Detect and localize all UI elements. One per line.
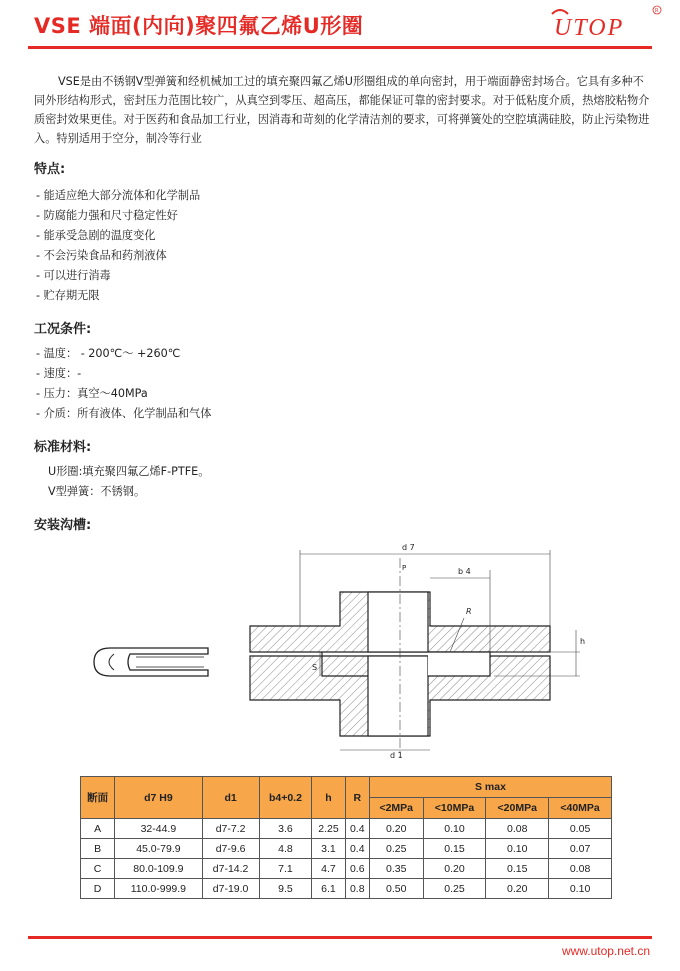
cell: 32-44.9	[115, 819, 202, 839]
col-h: h	[312, 777, 345, 819]
features-heading: 特点:	[34, 162, 66, 177]
s-label: S	[312, 663, 318, 672]
svg-text:R: R	[655, 8, 659, 14]
list-item: - 温度： - 200℃～ +260℃	[36, 347, 181, 360]
cell: 0.10	[549, 879, 612, 899]
cell: 0.20	[486, 879, 549, 899]
header-divider	[28, 46, 652, 49]
cell: 2.25	[312, 819, 345, 839]
cell: 6.1	[312, 879, 345, 899]
conditions-list	[36, 344, 211, 424]
cell: 0.4	[345, 839, 369, 859]
footer-divider	[28, 936, 652, 939]
cell: 0.20	[369, 819, 423, 839]
d1-label: d 1	[390, 751, 403, 760]
list-item: - 能承受急剧的温度变化	[36, 229, 156, 242]
cell: 4.8	[259, 839, 312, 859]
cell: 0.08	[549, 859, 612, 879]
col-smax: S max	[369, 777, 611, 798]
col-p2: <10MPa	[423, 798, 486, 819]
cell: B	[81, 839, 115, 859]
groove-drawing	[90, 540, 610, 770]
cell: A	[81, 819, 115, 839]
cell: 9.5	[259, 879, 312, 899]
r-label: R	[466, 607, 472, 616]
table-row	[81, 859, 612, 879]
col-p4: <40MPa	[549, 798, 612, 819]
list-item: - 介质：所有液体、化学制品和气体	[36, 407, 212, 420]
cell: 3.6	[259, 819, 312, 839]
conditions-heading: 工况条件:	[34, 322, 92, 337]
cell: 4.7	[312, 859, 345, 879]
groove-heading: 安装沟槽:	[34, 518, 92, 533]
cell: D	[81, 879, 115, 899]
features-list	[36, 186, 200, 306]
cell: 0.08	[486, 819, 549, 839]
cell: 0.50	[369, 879, 423, 899]
h-label: h	[580, 637, 586, 646]
list-item: - 速度：-	[36, 367, 82, 380]
page-title: VSE 端面(内向)聚四氟乙烯U形圈	[34, 14, 364, 38]
cell: 0.35	[369, 859, 423, 879]
table-row	[81, 879, 612, 899]
pressure-label: P	[402, 564, 407, 572]
cell: 0.25	[423, 879, 486, 899]
list-item: - 可以进行消毒	[36, 269, 111, 282]
b4-label: b 4	[458, 567, 471, 576]
col-section: 断面	[81, 777, 115, 819]
cell: 0.8	[345, 879, 369, 899]
d7-label: d 7	[402, 543, 415, 552]
col-b4: b4+0.2	[259, 777, 312, 819]
intro-paragraph: VSE是由不锈钢V型弹簧和经机械加工过的填充聚四氟乙烯U形圈组成的单向密封，用于端面静密封场合。它具有多种不同外形结构形式，密封压力范围比较广，从真空到零压、超高压，都能保证可靠的密封要求。对于低粘度介质，热熔胶粘物介质密封效果更佳。对于医药和食品加工行业，因消毒和苛刻的化学清洁剂的要求，可将弹簧处的空腔填满硅胶，防止污染物进入。特别适用于空分，制冷等行业	[34, 75, 650, 145]
materials-heading: 标准材料:	[34, 440, 92, 455]
seal-profile	[94, 648, 208, 676]
list-item: - 压力：真空～40MPa	[36, 387, 148, 400]
table-row	[81, 819, 612, 839]
cell: d7-14.2	[202, 859, 259, 879]
cell: 0.20	[423, 859, 486, 879]
col-p1: <2MPa	[369, 798, 423, 819]
material-v-spring: V型弹簧：不锈钢。	[48, 485, 146, 498]
list-item: - 不会污染食品和药剂液体	[36, 249, 167, 262]
cell: C	[81, 859, 115, 879]
cell: 0.25	[369, 839, 423, 859]
cell: 110.0-999.9	[115, 879, 202, 899]
list-item: - 防腐能力强和尺寸稳定性好	[36, 209, 178, 222]
col-d7: d7 H9	[115, 777, 202, 819]
cell: 0.15	[423, 839, 486, 859]
cell: 80.0-109.9	[115, 859, 202, 879]
cell: 0.15	[486, 859, 549, 879]
cell: 0.6	[345, 859, 369, 879]
list-item: - 能适应绝大部分流体和化学制品	[36, 189, 201, 202]
list-item: - 贮存期无限	[36, 289, 100, 302]
dimension-table	[80, 776, 612, 899]
cell: 3.1	[312, 839, 345, 859]
cell: d7-19.0	[202, 879, 259, 899]
svg-text:UTOP: UTOP	[554, 15, 625, 41]
utop-logo	[546, 4, 664, 44]
col-d1: d1	[202, 777, 259, 819]
material-u-ring: U形圈:填充聚四氟乙烯F-PTFE。	[48, 465, 210, 478]
cell: 45.0-79.9	[115, 839, 202, 859]
table-row	[81, 839, 612, 859]
cell: 0.07	[549, 839, 612, 859]
cell: 0.10	[486, 839, 549, 859]
cell: 0.10	[423, 819, 486, 839]
cell: d7-7.2	[202, 819, 259, 839]
cell: 0.05	[549, 819, 612, 839]
cell: 0.4	[345, 819, 369, 839]
col-r: R	[345, 777, 369, 819]
cell: 7.1	[259, 859, 312, 879]
cell: d7-9.6	[202, 839, 259, 859]
col-p3: <20MPa	[486, 798, 549, 819]
footer-url: www.utop.net.cn	[561, 944, 650, 958]
